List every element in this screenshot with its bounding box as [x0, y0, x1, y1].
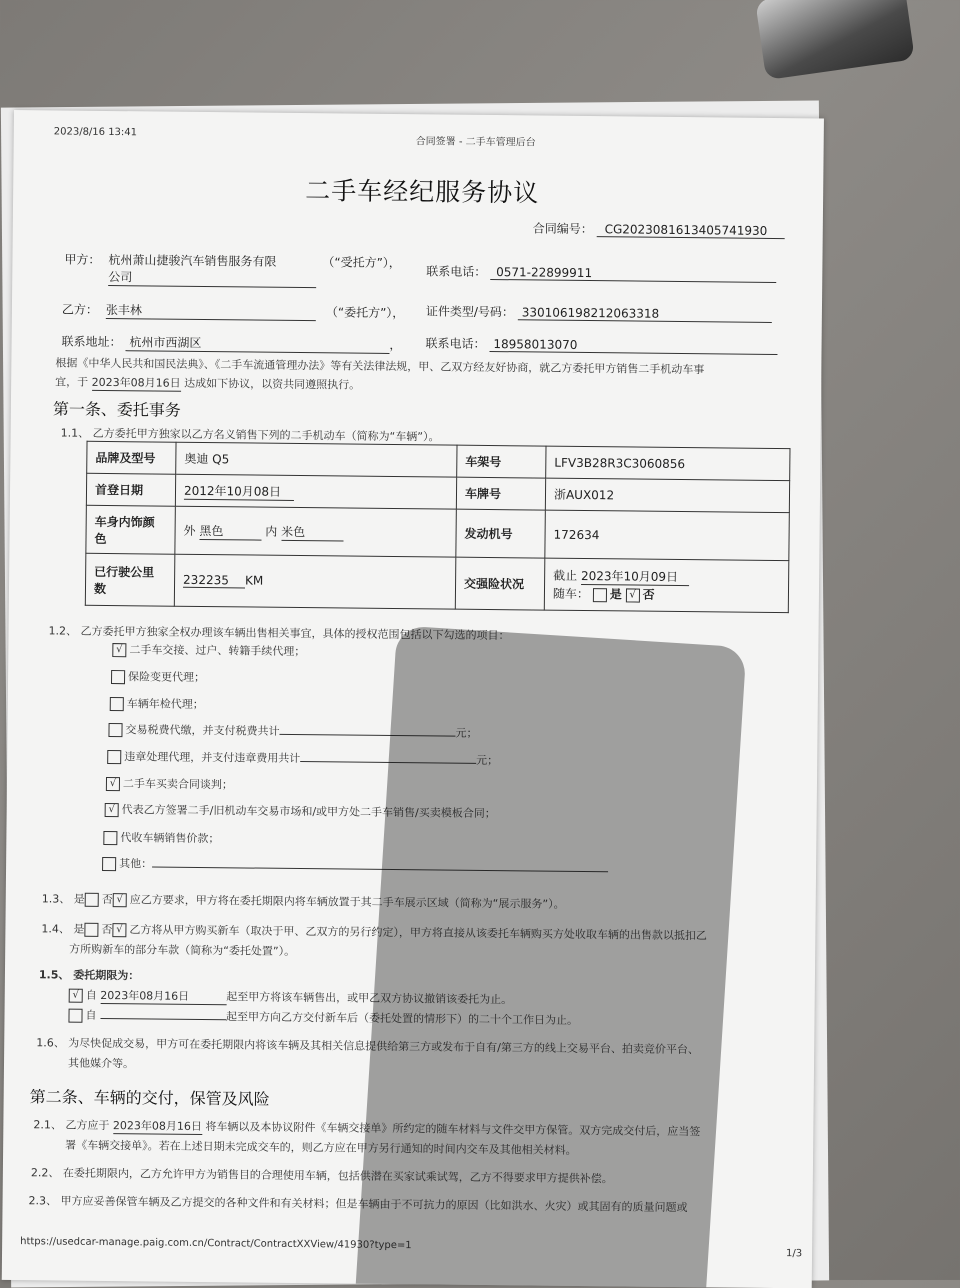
mileage-label: 已行驶公里 数: [85, 553, 175, 606]
party-b-address: 联系地址： 杭州市西湖区 ，: [61, 334, 402, 353]
party-b-role: （“委托方”），: [325, 305, 405, 321]
plate-label: 车牌号: [456, 477, 545, 510]
reg-date-label: 首登日期: [86, 473, 175, 506]
option-checkbox[interactable]: [103, 831, 117, 845]
option-suffix: 元；: [455, 726, 478, 740]
clause-1-4-line2: 方所购新车的部分车款（简称为“委托处置”）。: [69, 942, 296, 958]
print-header: 合同签署 - 二手车管理后台: [415, 136, 536, 149]
term-option-1: √ 自 2023年08月16日 起至甲方将该车辆售出，或甲乙双方协议撤销该委托为止。: [69, 987, 513, 1009]
clause-1-2: 1.2、 乙方委托甲方独家全权办理该车辆出售相关事宜，具体的授权范围包括以下勾选的项目：: [48, 624, 510, 643]
party-a-role: （“受托方”），: [322, 255, 401, 271]
contract-page: [2, 110, 824, 1288]
reg-date-value: 2012年10月08日: [175, 474, 456, 509]
engine-value: 172634: [545, 510, 789, 561]
option-checkbox[interactable]: [110, 697, 124, 711]
clause-1-6-line1: 1.6、 为尽快促成交易，甲方可在委托期限内将该车辆及其相关信息提供给第三方或发布于自有/第三方的线上交易平台、拍卖竞价平台、: [36, 1036, 699, 1057]
c13-no-checkbox: √: [113, 893, 127, 907]
intro-line2: 宜，于 2023年08月16日 达成如下协议，以资共同遵照执行。: [55, 375, 361, 392]
insurance-value: 截止 2023年10月09日 随车： 是 √ 否: [544, 558, 789, 613]
brand-label: 品牌及型号: [87, 441, 176, 474]
authorization-option: [111, 668, 205, 685]
plate-value: 浙AUX012: [545, 478, 789, 513]
option-checkbox[interactable]: [107, 750, 121, 764]
insurance-no-checkbox: √: [626, 588, 640, 602]
vin-value: LFV3B28R3C3060856: [546, 446, 790, 481]
clause-1-3: 1.3、 是 否 √ 应乙方要求，甲方将在委托期限内将车辆放置于其二手车展示区域（简称为“展示服务”）。: [41, 892, 565, 911]
term-option-2: 自 起至甲方向乙方交付新车后（委托处置的情形下）的二十个工作日为止。: [68, 1007, 578, 1028]
clause-1-6-line2: 其他媒介等。: [67, 1056, 135, 1071]
option-label: 交易税费代缴，并支付税费共计: [125, 723, 280, 738]
brand-value: 奥迪 Q5: [176, 442, 457, 477]
vin-label: 车架号: [457, 445, 546, 478]
term-option-2-checkbox: [68, 1009, 82, 1023]
clause-1-4: 1.4、 是 否 √ 乙方将从甲方购买新车（取决于甲、乙双方的另行约定），甲方将直接从该委托车辆购买方处收取车辆的出售款以抵扣乙: [41, 922, 707, 943]
print-datetime: 2023/8/16 13:41: [53, 126, 138, 139]
option-label: 违章处理代理，并支付违章费用共计: [124, 750, 301, 766]
mileage-value: 232235 KM: [174, 554, 456, 609]
option-checkbox[interactable]: √: [106, 777, 120, 791]
party-b-label: 乙方：: [61, 302, 99, 317]
option-suffix: 元；: [476, 753, 499, 768]
color-value: 外 黑色 内 米色: [175, 506, 456, 557]
authorization-option: [110, 695, 204, 712]
clause-1-1: 1.1、 乙方委托甲方独家以乙方名义销售下列的二手机动车（简称为“车辆”）。: [60, 426, 440, 444]
clause-2-1: 2.1、 乙方应于 2023年08月16日 将车辆以及本协议附件《车辆交接单》所约定的随车材料与文件交甲方保管。双方完成交付后，应当签: [33, 1118, 701, 1139]
option-label: 车辆年检代理；: [126, 697, 204, 712]
option-checkbox[interactable]: [111, 670, 125, 684]
option-checkbox[interactable]: √: [105, 803, 119, 817]
engine-label: 发动机号: [456, 509, 545, 558]
option-label: 保险变更代理；: [128, 670, 206, 685]
vehicle-table: [85, 441, 791, 613]
party-b-id: 证件类型/号码： 330106198212063318: [426, 302, 772, 323]
clause-2-3: 2.3、 甲方应妥善保管车辆及乙方提交的各种文件和有关材料；但是车辆由于不可抗力的原因（比如洪水、火灾）或其固有的质量问题或: [28, 1194, 688, 1215]
option-label: 代表乙方签署二手/旧机动车交易市场和/或甲方处二手车销售/买卖模板合同；: [121, 803, 496, 821]
option-label: 其他：: [119, 857, 153, 871]
option-checkbox[interactable]: [108, 723, 122, 737]
option-checkbox[interactable]: √: [112, 643, 126, 657]
c13-yes-checkbox: [85, 893, 99, 907]
intro-line1: 根据《中华人民共和国民法典》、《二手车流通管理办法》等有关法律法规，甲、乙双方经友好协商，就乙方委托甲方销售二手机动车事: [55, 356, 705, 377]
authorization-option: [106, 775, 233, 792]
article-1-heading: 第一条、委托事务: [52, 399, 181, 420]
authorization-option: [103, 829, 219, 846]
option-label: 二手车买卖合同谈判；: [122, 777, 234, 792]
metal-object: [755, 0, 915, 80]
option-checkbox[interactable]: [102, 857, 116, 871]
contract-number: 合同编号： CG20230816134057419​30: [533, 219, 785, 239]
insurance-label: 交强险状况: [455, 557, 545, 610]
clause-2-2: 2.2、 在委托期限内，乙方允许甲方为销售目的合理使用车辆，包括供潜在买家试乘试驾，乙方不得要求甲方提供补偿。: [30, 1166, 613, 1186]
footer-url: https://usedcar-manage.paig.com.cn/Contract/ContractXXView/41930?type=1: [20, 1236, 412, 1252]
clause-1-5: 1.5、 委托期限为：: [38, 968, 140, 983]
page-number: 1/3: [786, 1248, 803, 1260]
party-a-label: 甲方：: [64, 252, 101, 267]
authorization-option: [112, 641, 305, 659]
party-a-phone: 联系电话： 0571-22899911: [426, 262, 776, 283]
party-b-name: 张丰林: [106, 301, 316, 321]
party-a-name: 杭州萧山捷骏汽车销售服务有限 公司: [108, 251, 316, 288]
insurance-yes-checkbox: [593, 588, 607, 602]
c14-yes-checkbox: [84, 923, 98, 937]
option-label: 二手车交接、过户、转籍手续代理；: [129, 643, 306, 659]
color-label: 车身内饰颜 色: [86, 505, 175, 554]
option-label: 代收车辆销售价款；: [120, 831, 220, 846]
c14-no-checkbox: √: [112, 923, 126, 937]
party-b-phone: 联系电话： 18958013070: [425, 334, 777, 355]
clause-2-1-line2: 署《车辆交接单》。若在上述日期未完成交车的，则乙方应在甲方另行通知的时间内交车及其他相关材料。: [65, 1138, 577, 1157]
term-option-1-checkbox: √: [69, 989, 83, 1003]
hand-shadow: [353, 625, 746, 1288]
article-2-heading: 第二条、车辆的交付，保管及风险: [29, 1087, 270, 1109]
document-title: 二手车经纪服务协议: [305, 176, 540, 208]
